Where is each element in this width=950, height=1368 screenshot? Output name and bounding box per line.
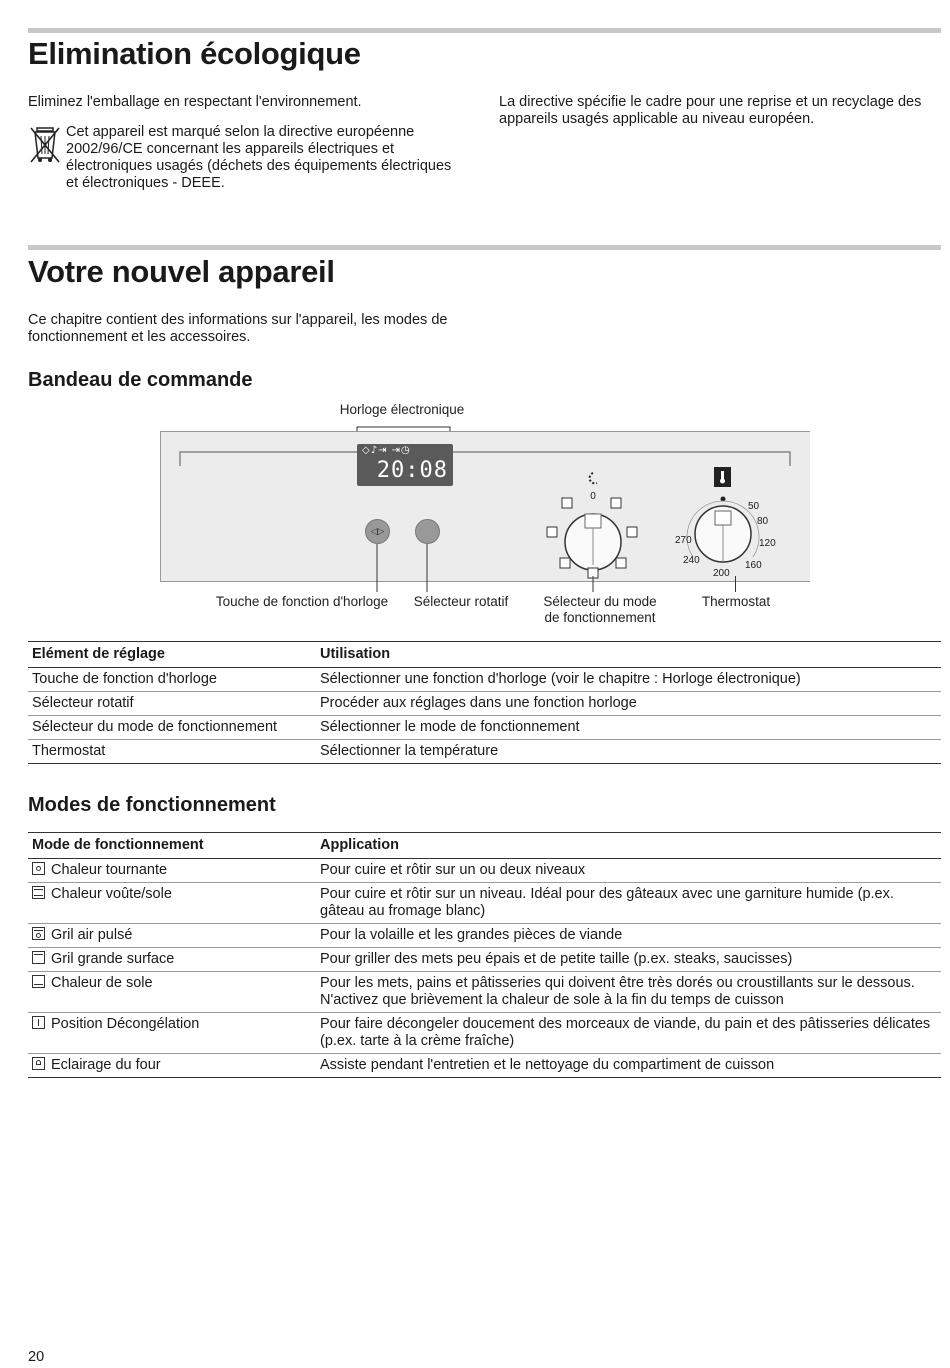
thermo-mark-200: 200 — [713, 568, 730, 579]
label-mode-selector: Sélecteur du mode de fonctionnement — [543, 594, 657, 625]
controls-header-use: Utilisation — [316, 642, 941, 668]
mode-dial-zero: 0 — [590, 491, 596, 502]
section-rule — [28, 28, 941, 33]
defrost-icon — [32, 1016, 45, 1029]
thermo-mark-50: 50 — [748, 501, 760, 512]
control-use: Procéder aux réglages dans une fonction horloge — [316, 692, 941, 716]
fan-icon — [32, 862, 45, 875]
clock-function-button[interactable]: ◁▷ — [365, 519, 390, 544]
clock-label: Horloge électronique — [339, 402, 465, 417]
mode-name: Eclairage du four — [51, 1057, 161, 1073]
thermo-mark-160: 160 — [745, 560, 762, 571]
table-row — [28, 948, 941, 972]
control-use: Sélectionner la température — [316, 740, 941, 764]
bottom-heat-icon — [32, 975, 45, 988]
table-row — [28, 972, 941, 1013]
mode-name: Gril air pulsé — [51, 927, 133, 943]
modes-header-mode: Mode de fonctionnement — [28, 833, 316, 859]
mode-cell — [28, 1013, 316, 1054]
label-rotary: Sélecteur rotatif — [413, 594, 509, 609]
crossed-bin-icon — [28, 124, 62, 166]
panel-title: Bandeau de commande — [28, 369, 253, 391]
thermo-mark-120: 120 — [759, 538, 776, 549]
control-name: Touche de fonction d'horloge — [28, 668, 316, 692]
mode-cell — [28, 883, 316, 924]
section-rule — [28, 245, 941, 250]
mode-use: Pour les mets, pains et pâtisseries qui doivent être très dorés ou croustillants sur le dessous. N'activez que brièvement la chaleur de sole à la fin du temps de cuisson — [316, 972, 941, 1013]
mode-cell — [28, 972, 316, 1013]
thermo-mark-270: 270 — [675, 535, 692, 546]
thermo-mark-80: 80 — [757, 516, 769, 527]
thermostat-dial[interactable] — [678, 465, 788, 585]
page-number: 20 — [28, 1349, 45, 1365]
fan-grill-icon — [32, 927, 45, 940]
controls-table — [28, 641, 941, 764]
leader-line-thermostat — [735, 576, 736, 592]
modes-title: Modes de fonctionnement — [28, 794, 276, 816]
thermo-mark-240: 240 — [683, 555, 700, 566]
control-use: Sélectionner le mode de fonctionnement — [316, 716, 941, 740]
large-grill-icon — [32, 951, 45, 964]
mode-use: Pour cuire et rôtir sur un ou deux niveaux — [316, 859, 941, 883]
table-row — [28, 1013, 941, 1054]
oven-light-icon — [32, 1057, 45, 1070]
directive-text: La directive spécifie le cadre pour une reprise et un recyclage des appareils usagés applicable au niveau européen. — [499, 94, 922, 127]
mode-name: Chaleur tournante — [51, 862, 168, 878]
mode-cell — [28, 948, 316, 972]
weee-text: Cet appareil est marqué selon la directive européenne 2002/96/CE concernant les appareils électriques et électroniques usagés (déchets des équipements électriques et électroniques - DEEE. — [66, 124, 452, 191]
mode-name: Chaleur de sole — [51, 975, 153, 991]
control-name: Sélecteur du mode de fonctionnement — [28, 716, 316, 740]
table-row — [28, 668, 941, 692]
table-row — [28, 924, 941, 948]
table-row — [28, 883, 941, 924]
control-use: Sélectionner une fonction d'horloge (voir le chapitre : Horloge électronique) — [316, 668, 941, 692]
mode-name: Chaleur voûte/sole — [51, 886, 172, 902]
mode-use: Pour cuire et rôtir sur un niveau. Idéal pour des gâteaux avec une garniture humide (p.ex. gâteau au fromage blanc) — [316, 883, 941, 924]
controls-header-element: Elément de réglage — [28, 642, 316, 668]
table-row — [28, 716, 941, 740]
table-row — [28, 1054, 941, 1078]
table-row — [28, 692, 941, 716]
mode-cell — [28, 859, 316, 883]
leader-lines — [370, 544, 630, 594]
mode-cell — [28, 1054, 316, 1078]
table-row — [28, 740, 941, 764]
label-clock-button: Touche de fonction d'horloge — [215, 594, 389, 609]
table-row — [28, 859, 941, 883]
modes-table — [28, 832, 941, 1078]
mode-use: Pour griller des mets peu épais et de petite taille (p.ex. steaks, saucisses) — [316, 948, 941, 972]
mode-name: Gril grande surface — [51, 951, 175, 967]
control-name: Sélecteur rotatif — [28, 692, 316, 716]
mode-cell — [28, 924, 316, 948]
appliance-intro: Ce chapitre contient des informations sur l'appareil, les modes de fonctionnement et les accessoires. — [28, 312, 448, 345]
top-bottom-heat-icon — [32, 886, 45, 899]
section-title-appliance: Votre nouvel appareil — [28, 254, 335, 289]
mode-use: Pour faire décongeler doucement des morceaux de viande, du pain et des pâtisseries délicates (p.ex. tarte à la crème fraîche) — [316, 1013, 941, 1054]
display-time: 20:08 — [376, 458, 448, 483]
mode-name: Position Décongélation — [51, 1016, 200, 1032]
control-name: Thermostat — [28, 740, 316, 764]
mode-use: Pour la volaille et les grandes pièces de viande — [316, 924, 941, 948]
packaging-text: Eliminez l'emballage en respectant l'environnement. — [28, 94, 362, 110]
modes-header-application: Application — [316, 833, 941, 859]
section-title-elimination: Elimination écologique — [28, 36, 361, 71]
display-symbols: ◇♪⇥ ⇥◷ — [362, 445, 411, 456]
rotary-selector-button[interactable] — [415, 519, 440, 544]
mode-use: Assiste pendant l'entretien et le nettoyage du compartiment de cuisson — [316, 1054, 941, 1078]
label-thermostat: Thermostat — [701, 594, 771, 609]
